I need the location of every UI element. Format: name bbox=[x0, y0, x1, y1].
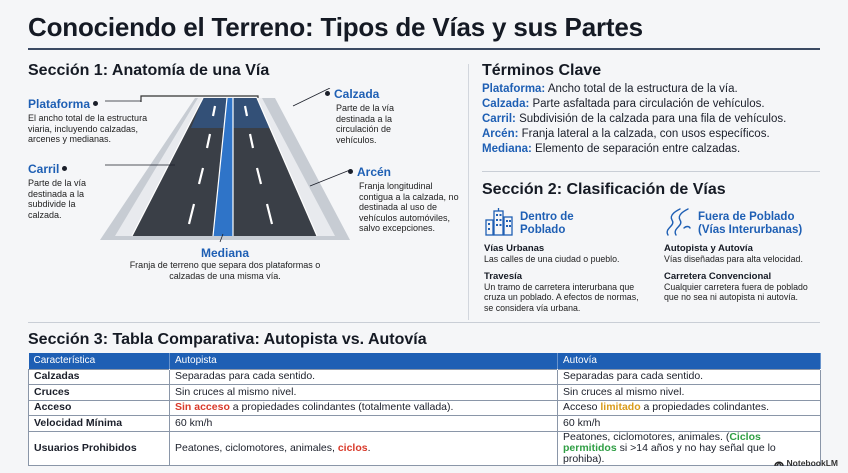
terms-divider bbox=[482, 171, 820, 172]
brand-name: NotebookLM bbox=[786, 458, 838, 468]
annotation-mediana bbox=[120, 246, 330, 281]
term-text: Elemento de separación entre calzadas. bbox=[531, 143, 741, 155]
arcen-label: Arcén bbox=[357, 165, 392, 179]
table-cell: Sin cruces al mismo nivel. bbox=[558, 385, 821, 401]
arcen-dot bbox=[348, 169, 353, 174]
table-cell: Usuarios Prohibidos bbox=[29, 431, 170, 465]
dentro-title bbox=[520, 211, 574, 236]
mediana-desc: Franja de terreno que separa dos plataformas o calzadas de una misma vía. bbox=[129, 260, 321, 281]
table-header: Autopista bbox=[170, 353, 558, 369]
section-divider-vertical bbox=[468, 64, 469, 320]
arcen-desc: Franja longitudinal contigua a la calzada, no destinada al uso de vehículos automóviles, salvo excepciones. bbox=[359, 181, 459, 233]
cell-text: a propiedades colindantes (totalmente vallada). bbox=[229, 401, 454, 414]
annotation-arcen bbox=[348, 163, 463, 234]
cell-text: Acceso bbox=[563, 401, 601, 414]
carretera-convencional-title: Carretera Convencional bbox=[664, 270, 772, 282]
travesia-desc-line: se considera vía urbana. bbox=[484, 302, 581, 313]
table-cell: Separadas para cada sentido. bbox=[170, 369, 558, 385]
term-text: Ancho total de la estructura de la vía. bbox=[545, 83, 738, 95]
table-row bbox=[29, 416, 821, 432]
term-name: Carril: bbox=[482, 113, 516, 125]
table-cell: Separadas para cada sentido. bbox=[558, 369, 821, 385]
comparison-table bbox=[28, 353, 821, 466]
section1-heading: Sección 1: Anatomía de una Vía bbox=[28, 62, 270, 79]
dentro-title-line: Poblado bbox=[520, 223, 566, 236]
highlight-red: Sin acceso bbox=[175, 401, 230, 414]
table-cell: Calzadas bbox=[29, 369, 170, 385]
term-name: Calzada: bbox=[482, 98, 530, 110]
calzada-label: Calzada bbox=[334, 87, 380, 101]
table-row bbox=[29, 431, 821, 465]
plataforma-dot bbox=[93, 101, 98, 106]
table-row bbox=[29, 369, 821, 385]
table-row bbox=[29, 385, 821, 401]
page-title: Conociendo el Terreno: Tipos de Vías y sus Partes bbox=[28, 12, 643, 42]
table-cell bbox=[170, 400, 558, 416]
table-cell: Cruces bbox=[29, 385, 170, 401]
dentro-items bbox=[484, 243, 654, 313]
table-cell: Velocidad Mínima bbox=[29, 416, 170, 432]
fuera-items bbox=[664, 243, 834, 303]
term-name: Mediana: bbox=[482, 143, 532, 155]
cell-text: si >14 años y no hay señal que lo prohiba). bbox=[563, 441, 776, 465]
travesia-desc-line: Un tramo de carretera interurbana que bbox=[484, 281, 635, 292]
table-cell: 60 km/h bbox=[170, 416, 558, 432]
plataforma-label: Plataforma bbox=[28, 97, 91, 111]
section2-heading: Sección 2: Clasificación de Vías bbox=[482, 181, 726, 198]
title-rule bbox=[28, 48, 820, 50]
travesia-title: Travesía bbox=[484, 270, 523, 282]
vias-urbanas-title: Vías Urbanas bbox=[484, 243, 545, 254]
table-cell bbox=[558, 400, 821, 416]
table-row bbox=[29, 400, 821, 416]
fuera-title-line: Fuera de Poblado bbox=[698, 211, 795, 223]
table-header: Característica bbox=[29, 353, 170, 369]
carril-label: Carril bbox=[28, 162, 60, 176]
term-mediana bbox=[482, 142, 786, 157]
table-header-row bbox=[29, 353, 821, 369]
term-name: Arcén: bbox=[482, 128, 519, 140]
term-carril bbox=[482, 112, 786, 127]
section3-divider bbox=[28, 322, 820, 323]
mediana-label: Mediana bbox=[200, 246, 249, 260]
fuera-title-line: (Vías Interurbanas) bbox=[698, 223, 803, 236]
cell-text: a propiedades colindantes. bbox=[640, 401, 770, 414]
carril-desc: Parte de la vía destinada a la subdivide la calzada. bbox=[28, 178, 87, 220]
cell-text: Peatones, ciclomotores, animales, bbox=[175, 441, 338, 454]
plataforma-desc: El ancho total de la estructura viaria, incluyendo calzadas, arcenes y medianas. bbox=[28, 113, 148, 144]
brand-badge bbox=[774, 458, 838, 468]
terms-list bbox=[482, 82, 786, 157]
autopista-autovia-desc: Vías diseñadas para alta velocidad. bbox=[664, 254, 803, 264]
calzada-desc: Parte de la vía destinada a la circulación de vehículos. bbox=[336, 103, 395, 145]
highlight-orange: limitado bbox=[600, 401, 641, 414]
cell-text: Peatones, ciclomotores, animales. ( bbox=[563, 430, 730, 443]
table-cell: Acceso bbox=[29, 400, 170, 416]
term-text: Franja lateral a la calzada, con usos específicos. bbox=[518, 128, 770, 140]
travesia-desc-line: cruza un poblado. A efectos de normas, bbox=[484, 292, 639, 302]
annotation-plataforma bbox=[28, 95, 178, 145]
table-header: Autovía bbox=[558, 353, 821, 369]
calzada-dot bbox=[325, 91, 330, 96]
annotation-carril bbox=[28, 160, 98, 220]
term-name: Plataforma: bbox=[482, 83, 546, 95]
term-plataforma bbox=[482, 82, 786, 97]
table-cell: 60 km/h bbox=[558, 416, 821, 432]
term-text: Parte asfaltada para circulación de vehículos. bbox=[529, 98, 765, 110]
terms-heading: Términos Clave bbox=[482, 62, 602, 79]
winding-road-icon bbox=[662, 208, 692, 236]
fuera-title bbox=[698, 211, 802, 236]
annotation-calzada bbox=[325, 85, 425, 145]
table-cell: Sin cruces al mismo nivel. bbox=[170, 385, 558, 401]
carretera-convencional-desc-line: Cualquier carretera fuera de poblado bbox=[664, 281, 808, 292]
term-text: Subdivisión de la calzada para una fila de vehículos. bbox=[515, 113, 787, 125]
highlight-green: Ciclos permitidos bbox=[563, 430, 761, 454]
dentro-title-line: Dentro de bbox=[520, 211, 574, 223]
cell-text: . bbox=[367, 441, 371, 454]
city-icon bbox=[484, 208, 514, 236]
vias-urbanas-desc: Las calles de una ciudad o pueblo. bbox=[484, 254, 620, 264]
table-cell bbox=[170, 431, 558, 465]
highlight-red: ciclos bbox=[337, 441, 368, 454]
term-calzada bbox=[482, 97, 786, 112]
carretera-convencional-desc-line: que no sea ni autopista ni autovía. bbox=[664, 292, 799, 302]
carril-dot bbox=[62, 166, 67, 171]
section3-heading: Sección 3: Tabla Comparativa: Autopista vs. Autovía bbox=[28, 331, 427, 348]
autopista-autovia-title: Autopista y Autovía bbox=[664, 243, 753, 254]
notebooklm-logo-icon bbox=[774, 459, 784, 467]
term-arcen bbox=[482, 127, 786, 142]
